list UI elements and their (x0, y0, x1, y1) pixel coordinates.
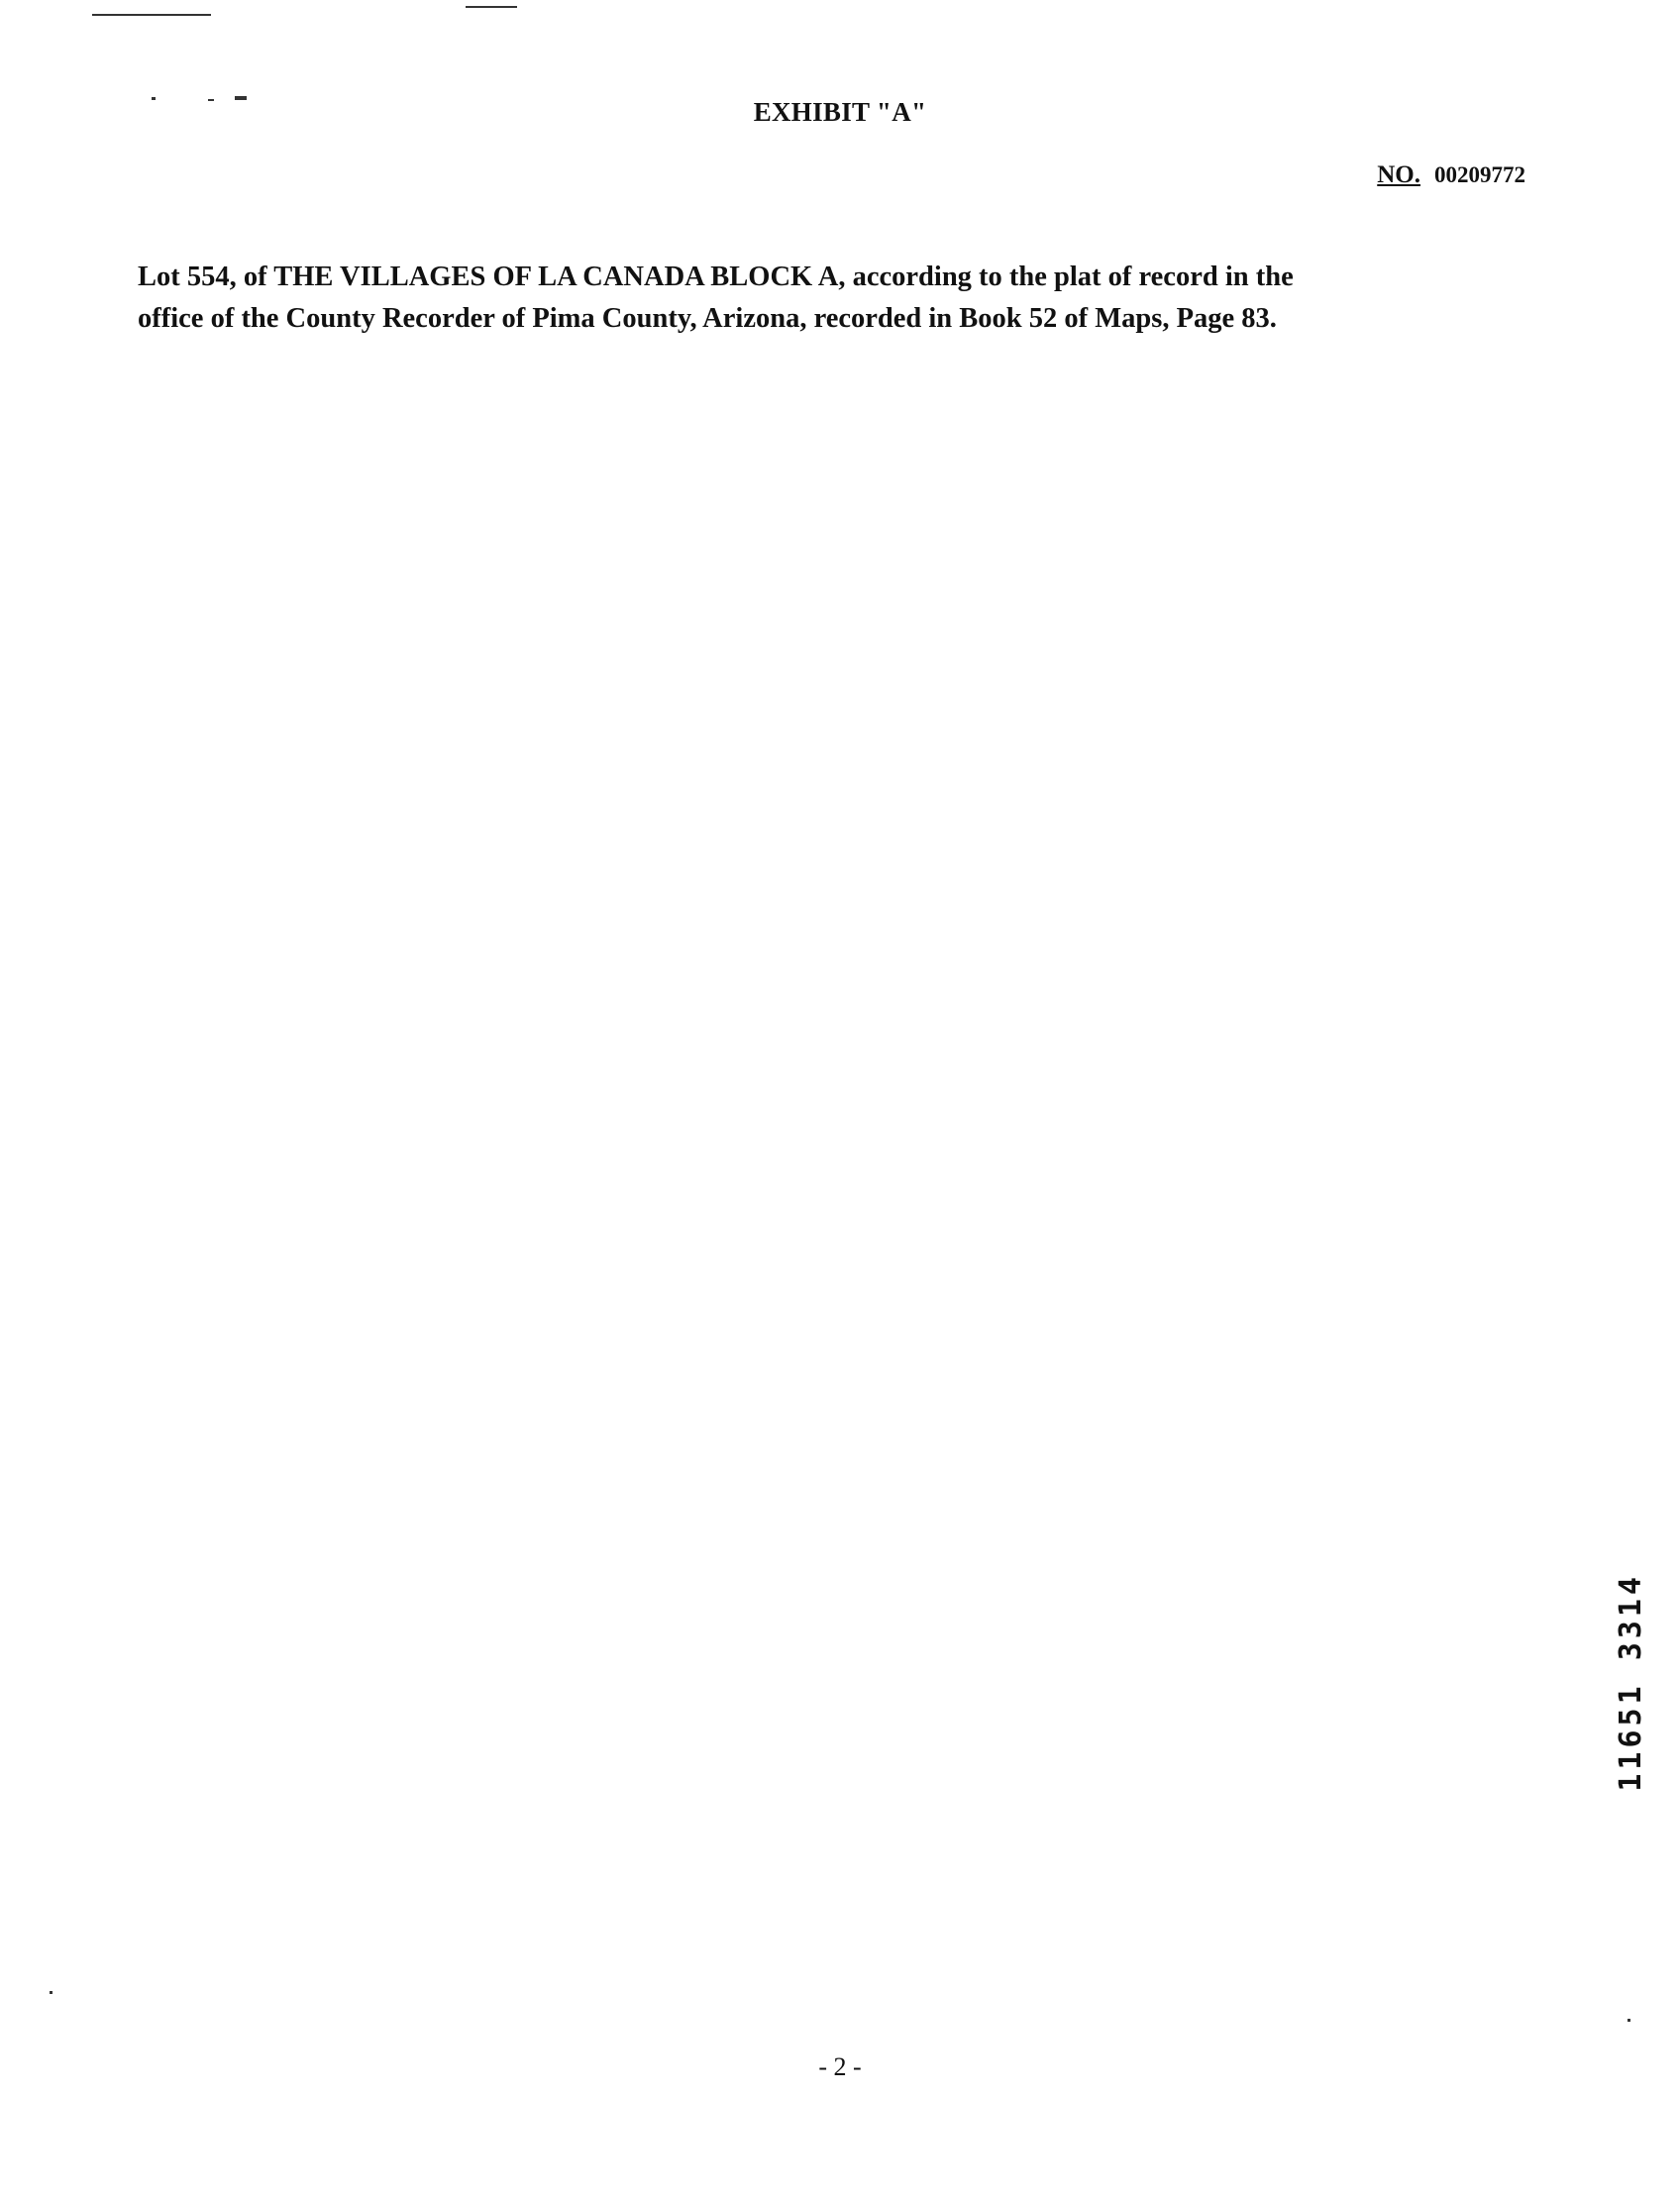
exhibit-title: EXHIBIT "A" (753, 97, 927, 127)
document-number-value: 00209772 (1434, 162, 1525, 187)
document-number (1377, 161, 1525, 189)
scan-artifact-dot (50, 1991, 52, 1994)
legal-description-line: office of the County Recorder of Pima County, Arizona, recorded in Book 52 of Maps, Page 83. (138, 303, 1277, 334)
legal-description (138, 257, 1524, 340)
document-number-label: NO. (1377, 161, 1420, 188)
scan-artifact-line (466, 6, 517, 8)
page-number: - 2 - (818, 2052, 862, 2081)
recording-stamp-number: 11651 3314 (1614, 1573, 1648, 1792)
scan-artifact-line (92, 14, 211, 16)
legal-description-line: Lot 554, of THE VILLAGES OF LA CANADA BLOCK A, according to the plat of record in the (138, 262, 1294, 292)
scan-artifact-dot (1628, 2019, 1630, 2022)
